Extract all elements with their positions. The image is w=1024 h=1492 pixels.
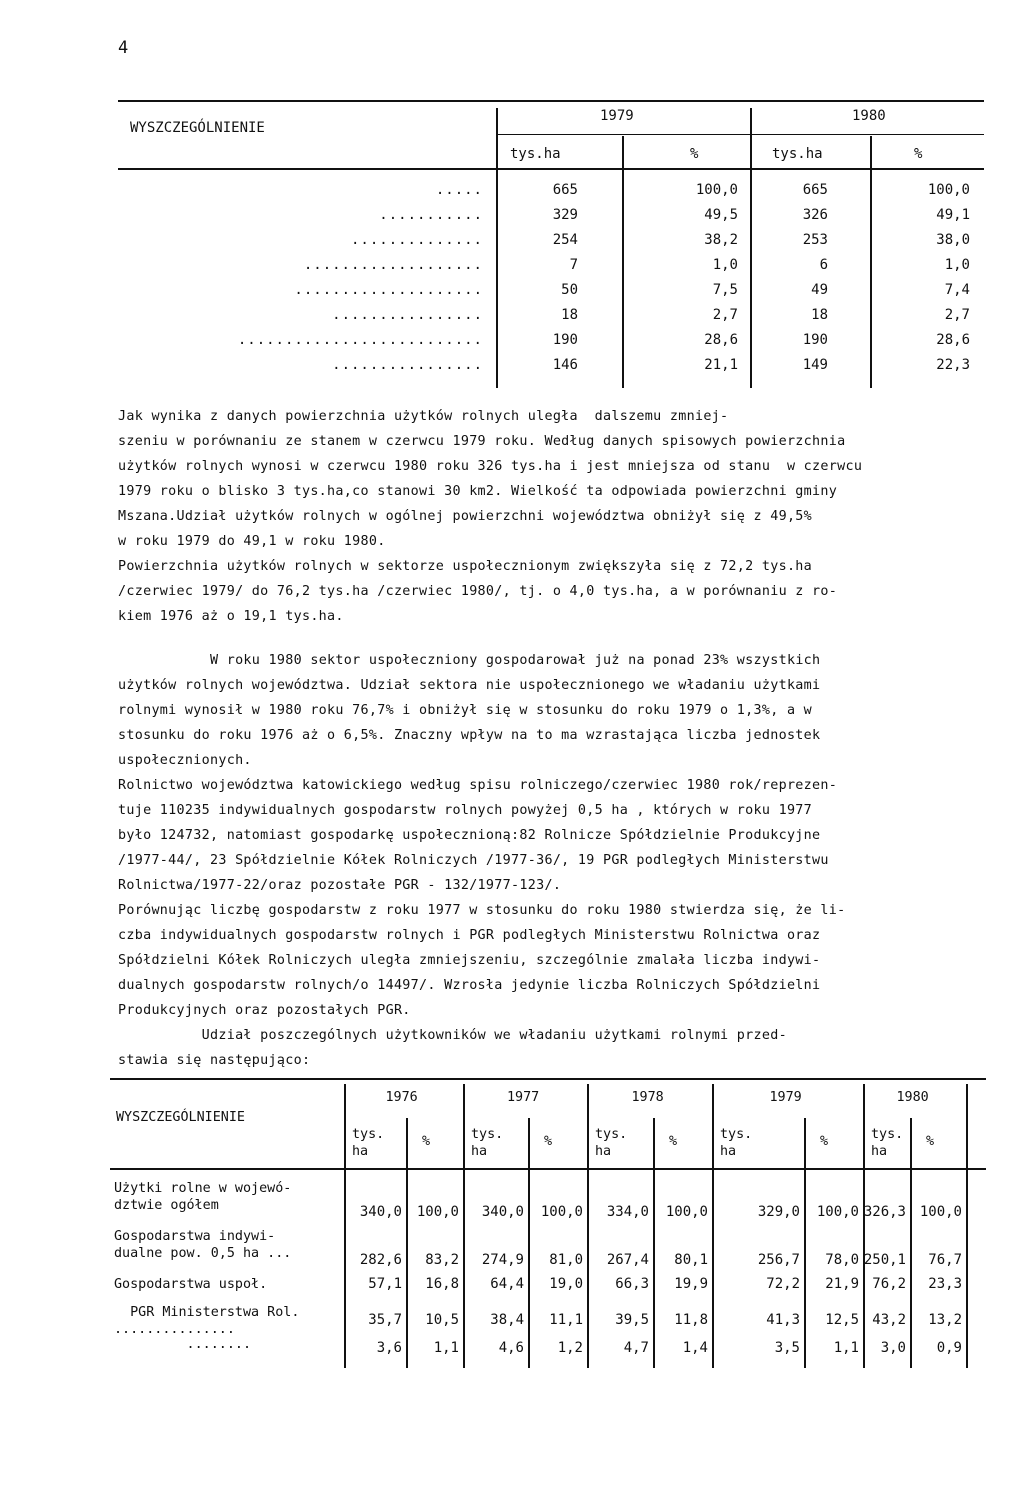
table-cell: 1,1 (833, 1340, 859, 1356)
table-cell: 100,0 (665, 1204, 708, 1220)
table-cell: 100,0 (816, 1204, 859, 1220)
header-year: 1978 (631, 1090, 664, 1105)
table-cell: 83,2 (425, 1252, 459, 1268)
table-cell: 3,0 (880, 1340, 906, 1356)
table-top-rule (110, 1078, 986, 1080)
table-cell: 81,0 (549, 1252, 583, 1268)
table-cell: 11,1 (549, 1312, 583, 1328)
table-cell: 28,6 (704, 332, 738, 348)
table-cell: 7 (569, 257, 578, 273)
table-cell: 49,1 (936, 207, 970, 223)
row-label: Gospodarstwa indywi- dualne pow. 0,5 ha ... (114, 1229, 292, 1261)
table-cell: 22,3 (936, 357, 970, 373)
table-cell: 1,0 (712, 257, 738, 273)
header-unit: tys. ha (595, 1127, 628, 1159)
table-vline (804, 1118, 806, 1368)
table-cell: 57,1 (368, 1276, 402, 1292)
table-vline (653, 1118, 655, 1368)
table-cell: 43,2 (872, 1312, 906, 1328)
row-leader-dots: .............. (350, 232, 483, 248)
row-leader-dots: ................ (332, 307, 483, 323)
table-cell: 100,0 (695, 182, 738, 198)
table-cell: 7,5 (712, 282, 738, 298)
header-year-1979: 1979 (600, 108, 634, 124)
header-unit: tys. ha (720, 1127, 753, 1159)
table-cell: 146 (552, 357, 578, 373)
table-cell: 21,9 (825, 1276, 859, 1292)
table-cell: 1,1 (433, 1340, 459, 1356)
header-pct: % (544, 1134, 553, 1149)
table-cell: 2,7 (944, 307, 970, 323)
table-cell: 4,7 (623, 1340, 649, 1356)
table-cell: 1,0 (944, 257, 970, 273)
table-vline (870, 136, 872, 388)
table-cell: 13,2 (928, 1312, 962, 1328)
header-year-1980: 1980 (852, 108, 886, 124)
table-cell: 50 (561, 282, 578, 298)
table-cell: 665 (802, 182, 828, 198)
table-cell: 23,3 (928, 1276, 962, 1292)
table-cell: 326,3 (863, 1204, 906, 1220)
table-cell: 256,7 (757, 1252, 800, 1268)
table-cell: 19,0 (549, 1276, 583, 1292)
row-leader-dots: ................... (303, 257, 483, 273)
table-vline (750, 108, 752, 388)
table-vline (587, 1084, 589, 1368)
table-cell: 100,0 (540, 1204, 583, 1220)
table-cell: 12,5 (825, 1312, 859, 1328)
header-wyszczegolnienie: WYSZCZEGÓLNIENIE (116, 1110, 245, 1125)
table-cell: 100,0 (416, 1204, 459, 1220)
table-cell: 1,4 (682, 1340, 708, 1356)
table-cell: 6 (819, 257, 828, 273)
table-cell: 4,6 (498, 1340, 524, 1356)
table-cell: 11,8 (674, 1312, 708, 1328)
table-cell: 35,7 (368, 1312, 402, 1328)
paragraph-socialized-sector: W roku 1980 sektor uspołeczniony gospodarował już na ponad 23% wszystkich użytków rolnych województwa. Udział sektora nie uspołecznionego we władaniu użytkami rolnymi wynosił w 1980 roku 76,7% i obniżył się w stosunku do roku 1979 o 1,3%, a w stosunku do roku 1976 aż o 6,5%. Znaczny wpływ na to ma wzrastająca liczba jednostek uspołecznionych. Rolnictwo województwa katowickiego według spisu rolniczego/czerwiec 1980 rok/reprezen- tuje 110235 indywidualnych gospodarstw rolnych powyżej 0,5 ha , których w roku 1977 było 124732, natomiast gospodarkę uspołecznioną:82 Rolnicze Spółdzielnie Produkcyjne /1977-44/, 23 Spółdzielnie Kółek Rolniczych /1977-36/, 19 PGR podległych Ministerstwu Rolnictwa/1977-22/oraz pozostałe PGR - 132/1977-123/. Porównując liczbę gospodarstw z roku 1977 w stosunku do roku 1980 stwierdza się, że li- czba indywidualnych gospodarstw rolnych i PGR podległych Ministerstwu Rolnictwa oraz Spółdzielni Kółek Rolniczych uległa zmniejszeniu, szczególnie zmalała liczba indywi- dualnych gospodarstw rolnych/o 14497/. Wzrosła jedynie liczba Rolniczych Spółdzielni Produkcyjnych oraz pozostałych PGR. Udział poszczególnych użytkowników we władaniu użytkami rolnymi przed- stawia się następująco: (118, 653, 846, 1068)
table-cell: 334,0 (606, 1204, 649, 1220)
table-vline (496, 108, 498, 388)
table-vline (712, 1084, 714, 1368)
row-leader-dots: ........... (379, 207, 483, 223)
header-pct-1979: % (690, 146, 699, 162)
table-cell: 64,4 (490, 1276, 524, 1292)
table-cell: 38,2 (704, 232, 738, 248)
header-year: 1976 (385, 1090, 418, 1105)
table-vline (463, 1084, 465, 1368)
table-cell: 329 (552, 207, 578, 223)
header-pct: % (926, 1134, 935, 1149)
table-cell: 38,4 (490, 1312, 524, 1328)
table-cell: 665 (552, 182, 578, 198)
table-vline (863, 1084, 865, 1368)
header-unit: tys. ha (871, 1127, 904, 1159)
table-cell: 100,0 (919, 1204, 962, 1220)
header-pct: % (669, 1134, 678, 1149)
table-cell: 0,9 (936, 1340, 962, 1356)
row-leader-dots: ................ (332, 357, 483, 373)
table-vline (344, 1084, 346, 1368)
table-cell: 2,7 (712, 307, 738, 323)
table-cell: 72,2 (766, 1276, 800, 1292)
row-label: Gospodarstwa uspoł. (114, 1277, 268, 1292)
table-vline (622, 136, 624, 388)
table-cell: 21,1 (704, 357, 738, 373)
row-leader-dots: .......................... (237, 332, 483, 348)
table-vline (528, 1118, 530, 1368)
row-label: PGR Ministerstwa Rol. ............... (114, 1305, 300, 1337)
table-cell: 16,8 (425, 1276, 459, 1292)
table-top-rule (118, 100, 984, 102)
table-cell: 41,3 (766, 1312, 800, 1328)
table-cell: 80,1 (674, 1252, 708, 1268)
table-cell: 10,5 (425, 1312, 459, 1328)
table-vline (910, 1118, 912, 1368)
header-wyszczegolnienie: WYSZCZEGÓLNIENIE (130, 120, 265, 136)
header-year: 1977 (507, 1090, 540, 1105)
table-cell: 19,9 (674, 1276, 708, 1292)
table-cell: 7,4 (944, 282, 970, 298)
table-cell: 76,7 (928, 1252, 962, 1268)
table-cell: 18 (561, 307, 578, 323)
header-pct: % (422, 1134, 431, 1149)
table-cell: 39,5 (615, 1312, 649, 1328)
page-number: 4 (118, 38, 129, 58)
table-cell: 190 (802, 332, 828, 348)
row-leader-dots: ..... (435, 182, 483, 198)
table-cell: 1,2 (557, 1340, 583, 1356)
header-unit: tys. ha (471, 1127, 504, 1159)
paragraph-land-area-change: Jak wynika z danych powierzchnia użytków rolnych uległa dalszemu zmniej- szeniu w porównaniu ze stanem w czerwcu 1979 roku. Według danych spisowych powierzchnia użytków rolnych wynosi w czerwcu 1980 roku 326 tys.ha i jest mniejsza od stanu w czerwcu 1979 roku o blisko 3 tys.ha,co stanowi 30 km2. Wielkość ta odpowiada powierzchni gminy Mszana.Udział użytków rolnych w ogólnej powierzchni województwa obniżył się z 49,5% w roku 1979 do 49,1 w roku 1980. Powierzchnia użytków rolnych w sektorze uspołecznionym zwiększyła się z 72,2 tys.ha /czerwiec 1979/ do 76,2 tys.ha /czerwiec 1980/, tj. o 4,0 tys.ha, a w porównaniu z ro- kiem 1976 aż o 19,1 tys.ha. (118, 409, 863, 624)
header-unit-1980: tys.ha (772, 146, 823, 162)
table-cell: 253 (802, 232, 828, 248)
row-label: Użytki rolne w wojewó- dztwie ogółem (114, 1181, 292, 1213)
table-cell: 49 (811, 282, 828, 298)
header-pct-1980: % (914, 146, 923, 162)
table-subheader-rule (496, 134, 984, 135)
header-year: 1980 (896, 1090, 929, 1105)
header-unit: tys. ha (352, 1127, 385, 1159)
header-unit-1979: tys.ha (510, 146, 561, 162)
header-year: 1979 (769, 1090, 802, 1105)
table-cell: 267,4 (606, 1252, 649, 1268)
table-cell: 274,9 (481, 1252, 524, 1268)
table-cell: 49,5 (704, 207, 738, 223)
table-cell: 254 (552, 232, 578, 248)
table-cell: 78,0 (825, 1252, 859, 1268)
table-cell: 340,0 (481, 1204, 524, 1220)
table-cell: 3,5 (774, 1340, 800, 1356)
table-cell: 100,0 (927, 182, 970, 198)
table-header-rule (118, 168, 984, 170)
table-cell: 250,1 (863, 1252, 906, 1268)
table-vline (966, 1084, 968, 1368)
table-cell: 76,2 (872, 1276, 906, 1292)
table-cell: 282,6 (359, 1252, 402, 1268)
header-pct: % (820, 1134, 829, 1149)
table-cell: 66,3 (615, 1276, 649, 1292)
table-cell: 340,0 (359, 1204, 402, 1220)
table-cell: 326 (802, 207, 828, 223)
table-cell: 329,0 (757, 1204, 800, 1220)
row-leader-dots: .................... (294, 282, 483, 298)
row-label: ........ (114, 1337, 252, 1352)
table-vline (406, 1118, 408, 1368)
table-cell: 38,0 (936, 232, 970, 248)
table-cell: 3,6 (376, 1340, 402, 1356)
table-cell: 149 (802, 357, 828, 373)
table-land-users-1976-1980 (110, 1078, 986, 1368)
table-cell: 28,6 (936, 332, 970, 348)
table-header-rule (110, 1168, 986, 1170)
table-cell: 18 (811, 307, 828, 323)
table-cell: 190 (552, 332, 578, 348)
